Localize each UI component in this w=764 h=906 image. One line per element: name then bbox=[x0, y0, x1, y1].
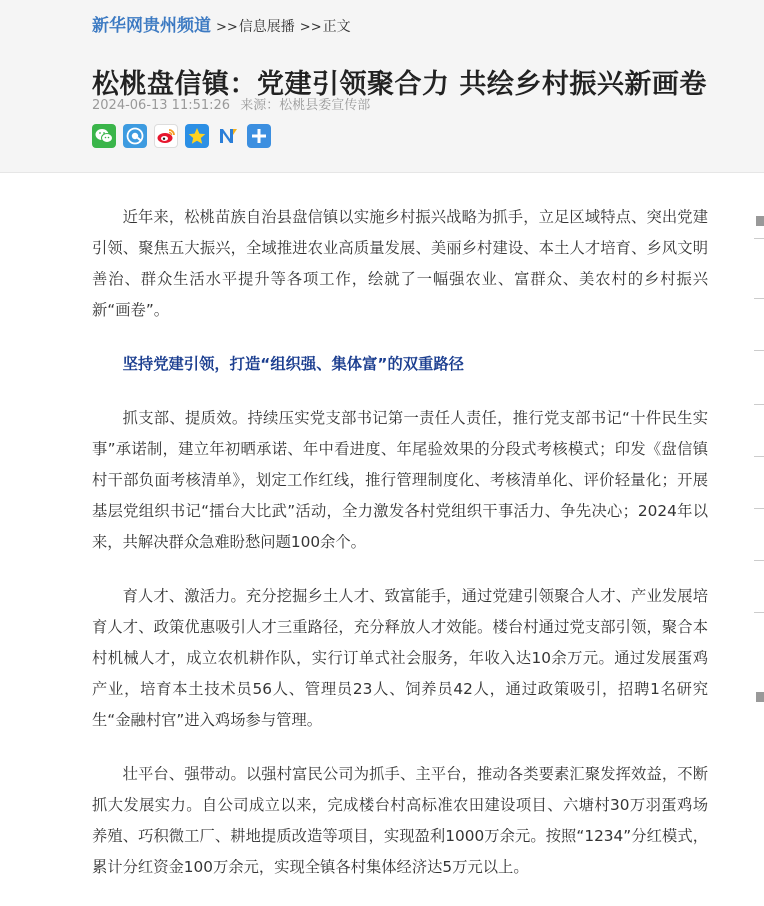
sidebar-fragment bbox=[756, 216, 764, 226]
article-paragraph: 近年来，松桃苗族自治县盘信镇以实施乡村振兴战略为抓手，立足区域特点、突出党建引领、聚焦五大振兴，全域推进农业高质量发展、美丽乡村建设、本土人才培育、乡风文明善治、群众生活水平提升等各项工作，绘就了一幅强农业、富群众、美农村的乡村振兴新“画卷”。 bbox=[92, 208, 708, 319]
wechat-icon[interactable] bbox=[92, 124, 116, 148]
sidebar-divider bbox=[754, 508, 764, 509]
article-paragraph: 壮平台、强带动。以强村富民公司为抓手、主平台，推动各类要素汇聚发挥效益，不断抓大发展实力。自公司成立以来，完成楼台村高标准农田建设项目、六塘村30万羽蛋鸡场养殖、巧积微工厂、耕地提质改造等项目，实现盈利1000万余元。按照“1234”分红模式，累计分红资金100万余元，实现全镇各村集体经济达5万元以上。 bbox=[92, 765, 708, 876]
article-body bbox=[92, 202, 708, 906]
breadcrumb bbox=[92, 14, 351, 38]
article-subheading: 坚持党建引领，打造“组织强、集体富”的双重路径 bbox=[122, 355, 464, 373]
article-paragraph: 抓支部、提质效。持续压实党支部书记第一责任人责任，推行党支部书记“十件民生实事”承诺制，建立年初晒承诺、年中看进度、年尾验效果的分段式考核模式；印发《盘信镇村干部负面考核清单》，划定工作红线，推行管理制度化、考核清单化、评价轻量化；开展基层党组织书记“擂台大比武”活动，全力激发各村党组织干事活力、争先决心；2024年以来，共解决群众急难盼愁问题100余个。 bbox=[92, 409, 708, 551]
article-header bbox=[0, 0, 764, 173]
breadcrumb-separator: >> bbox=[299, 20, 322, 35]
sidebar-divider bbox=[754, 298, 764, 299]
article-paragraph: 育人才、激活力。充分挖掘乡土人才、致富能手，通过党建引领聚合人才、产业发展培育人才、政策优惠吸引人才三重路径，充分释放人才效能。楼台村通过党支部引领，聚合本村机械人才，成立农机耕作队，实行订单式社会服务，年收入达10余万元。通过发展蛋鸡产业，培育本土技术员56人、管理员23人、饲养员42人，通过政策吸引，招聘1名研究生“金融村官”进入鸡场参与管理。 bbox=[92, 587, 708, 729]
breadcrumb-section-link[interactable]: 信息展播 bbox=[238, 19, 295, 35]
breadcrumb-site-link[interactable]: 新华网贵州频道 bbox=[92, 16, 211, 36]
weibo-icon[interactable] bbox=[154, 124, 178, 148]
sidebar-divider bbox=[754, 560, 764, 561]
breadcrumb-current: 正文 bbox=[322, 19, 351, 35]
sidebar-divider bbox=[754, 350, 764, 351]
qq-star-icon[interactable] bbox=[185, 124, 209, 148]
share-toolbar bbox=[92, 124, 271, 148]
sidebar-fragment bbox=[756, 692, 764, 702]
source-name: 松桃县委宣传部 bbox=[279, 98, 371, 113]
n-icon[interactable] bbox=[216, 124, 240, 148]
plus-icon[interactable] bbox=[247, 124, 271, 148]
breadcrumb-separator: >> bbox=[216, 20, 238, 35]
sidebar-divider bbox=[754, 404, 764, 405]
sidebar-divider bbox=[754, 612, 764, 613]
publish-datetime: 2024-06-13 11:51:26 bbox=[92, 98, 231, 113]
sidebar-divider bbox=[754, 456, 764, 457]
article-title: 松桃盘信镇：党建引领聚合力 共绘乡村振兴新画卷 bbox=[92, 69, 707, 101]
sidebar-divider bbox=[754, 238, 764, 239]
source-label: 来源： bbox=[240, 98, 280, 113]
article-meta bbox=[92, 96, 370, 116]
qzone-icon[interactable] bbox=[123, 124, 147, 148]
